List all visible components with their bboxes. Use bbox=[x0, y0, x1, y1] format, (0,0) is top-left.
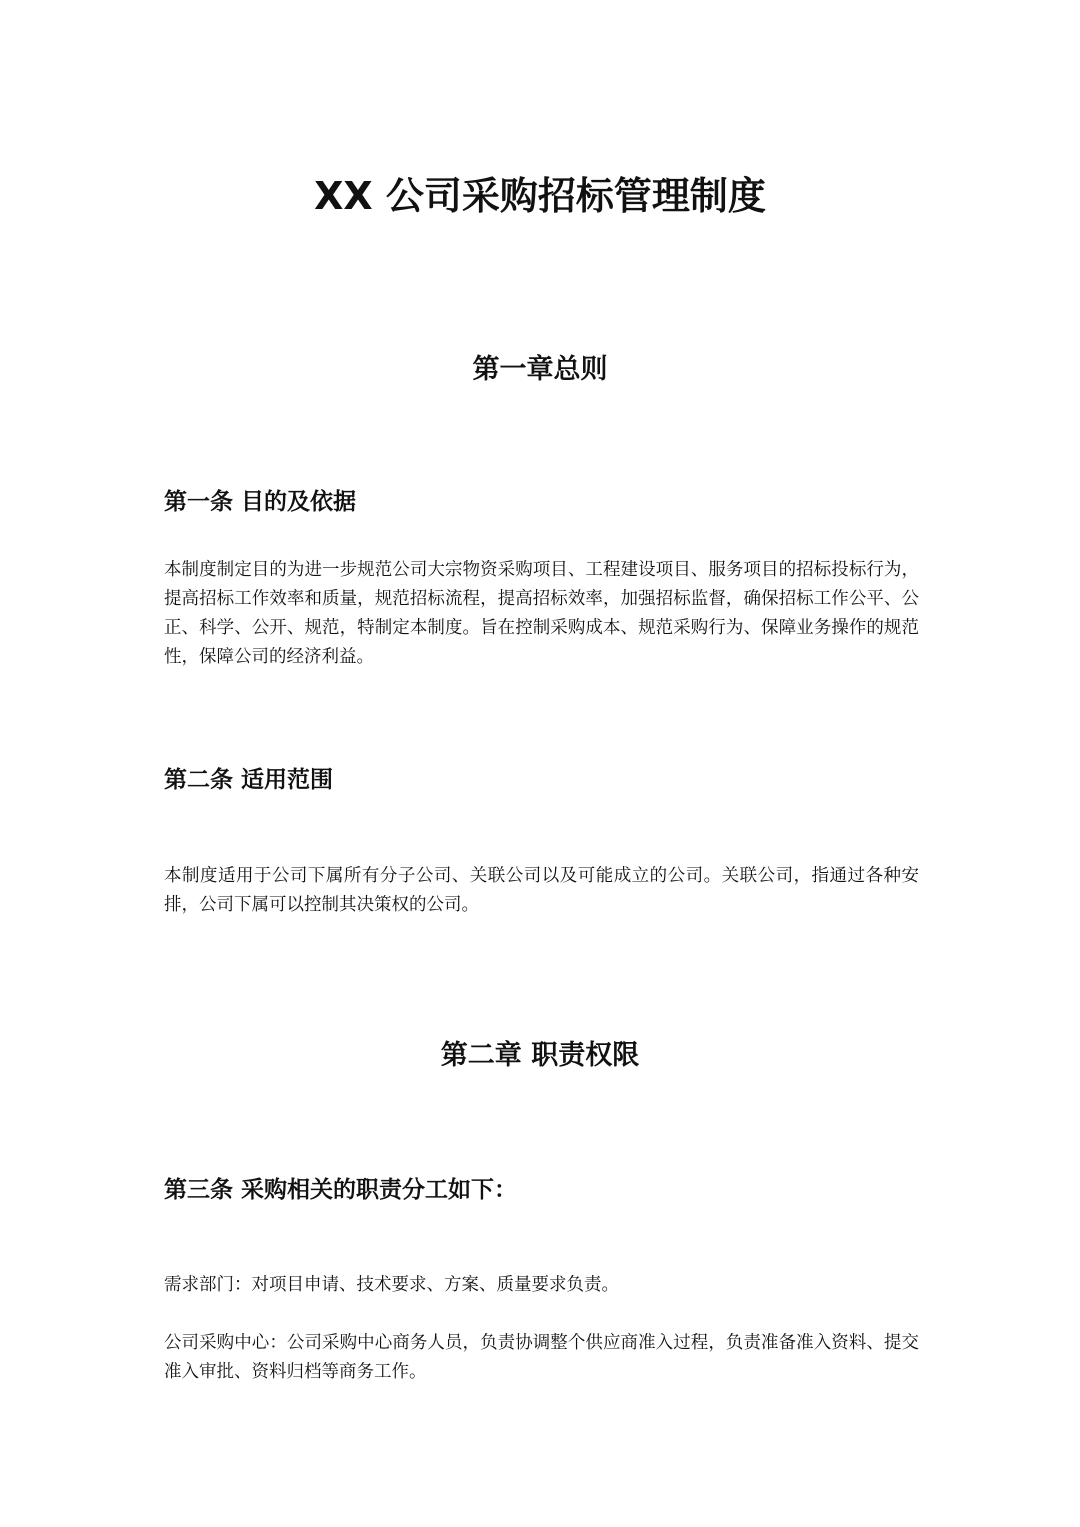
article-3-item-procurement-center: 公司采购中心：公司采购中心商务人员，负责协调整个供应商准入过程，负责准备准入资料、提交准入审批、资料归档等商务工作。 bbox=[164, 1333, 919, 1382]
article-2-body: 本制度适用于公司下属所有分子公司、关联公司以及可能成立的公司。关联公司，指通过各种安排，公司下属可以控制其决策权的公司。 bbox=[164, 866, 919, 915]
article-2-heading: 第二条 适用范围 bbox=[164, 767, 334, 793]
chapter-1-heading: 第一章总则 bbox=[472, 354, 608, 385]
article-3-heading: 第三条 采购相关的职责分工如下： bbox=[164, 1177, 518, 1203]
article-1-heading: 第一条 目的及依据 bbox=[164, 489, 357, 515]
document-title: XX 公司采购招标管理制度 bbox=[314, 174, 766, 218]
article-1-body: 本制度制定目的为进一步规范公司大宗物资采购项目、工程建设项目、服务项目的招标投标行为，提高招标工作效率和质量，规范招标流程，提高招标效率，加强招标监督，确保招标工作公平、公正、科学、公开、规范，特制定本制度。旨在控制采购成本、规范采购行为、保障业务操作的规范性，保障公司的经济利益。 bbox=[164, 560, 919, 667]
chapter-2-heading: 第二章 职责权限 bbox=[440, 1040, 640, 1071]
article-3-item-demand-dept: 需求部门：对项目申请、技术要求、方案、质量要求负责。 bbox=[164, 1275, 619, 1295]
